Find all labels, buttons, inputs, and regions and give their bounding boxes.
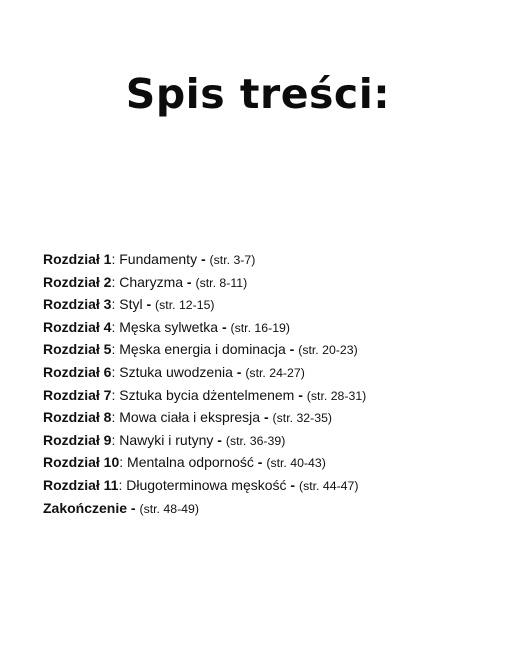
toc-entry-name: : Mentalna odporność xyxy=(119,454,254,471)
toc-entry-separator: - xyxy=(218,318,231,335)
toc-entry-label: Rozdział 5 xyxy=(43,341,112,358)
toc-entry-separator: - xyxy=(232,363,246,380)
toc-entry-label: Rozdział 1 xyxy=(43,251,112,267)
toc-entry-pages: (str. 16-19) xyxy=(230,320,290,335)
toc-entry-name: : Fundamenty xyxy=(111,251,198,267)
toc-entry xyxy=(43,294,503,317)
toc-entry-pages: (str. 36-39) xyxy=(225,433,286,448)
toc-entry-separator: - xyxy=(260,409,273,426)
toc-entry-pages: (str. 24-27) xyxy=(245,365,305,380)
toc-entry xyxy=(43,452,503,475)
toc-entry xyxy=(43,385,503,408)
toc-entry-pages: (str. 48-49) xyxy=(139,501,199,516)
toc-entry-label: Rozdział 9 xyxy=(43,431,112,448)
toc-entry-name: : Męska energia i dominacja xyxy=(111,341,286,358)
toc-entry-name: : Sztuka bycia dżentelmenem xyxy=(111,386,299,403)
toc-entry xyxy=(43,317,503,340)
toc-entry-name: : Długoterminowa męskość xyxy=(118,476,287,493)
toc-entry-separator: - xyxy=(213,431,226,448)
toc-entry-separator: - xyxy=(253,454,267,471)
toc-entry-label: Rozdział 6 xyxy=(43,363,112,380)
toc-entry-separator: - xyxy=(183,273,196,290)
toc-entry-name: : Męska sylwetka xyxy=(111,318,219,335)
toc-entry-name: : Mowa ciała i ekspresja xyxy=(111,409,261,426)
toc-entry-name: : Charyzma xyxy=(111,273,184,290)
toc-entry xyxy=(43,362,503,385)
toc-entry-separator: - xyxy=(146,296,156,313)
toc-entry-label: Rozdział 3 xyxy=(43,296,112,313)
page-title: Spis treści: xyxy=(125,70,391,118)
toc-entry-pages: (str. 12-15) xyxy=(155,298,215,313)
toc-entry-label: Zakończenie xyxy=(43,499,128,516)
toc-entry-label: Rozdział 7 xyxy=(43,386,112,403)
toc-entry-label: Rozdział 8 xyxy=(43,409,112,426)
toc-entry xyxy=(43,249,503,272)
toc-entry xyxy=(43,475,503,498)
toc-entry xyxy=(43,407,503,430)
toc-entry-pages: (str. 3-7) xyxy=(209,253,256,267)
toc-entry-pages: (str. 28-31) xyxy=(306,388,367,403)
toc-entry-label: Rozdział 11 xyxy=(43,476,119,493)
toc-entry-pages: (str. 32-35) xyxy=(272,411,333,426)
toc-entry-pages: (str. 20-23) xyxy=(298,343,358,358)
toc-entry-separator: - xyxy=(286,476,299,493)
toc-entry xyxy=(43,272,503,295)
toc-entry-pages: (str. 44-47) xyxy=(298,478,359,493)
toc-entry-separator: - xyxy=(285,341,299,358)
toc-entry-name: : Sztuka uwodzenia xyxy=(111,363,233,380)
toc-entry-name: : Nawyki i rutyny xyxy=(111,431,214,448)
toc-entry-label: Rozdział 4 xyxy=(43,318,112,335)
toc-entry-pages: (str. 8-11) xyxy=(195,275,248,290)
toc-entry-label: Rozdział 10 xyxy=(43,454,120,471)
toc-entry xyxy=(43,339,503,362)
toc-entry xyxy=(43,430,503,453)
toc-entry xyxy=(43,498,503,521)
toc-entry-pages: (str. 40-43) xyxy=(266,456,326,471)
table-of-contents xyxy=(43,249,503,520)
toc-entry-name: : Styl xyxy=(111,296,147,313)
toc-entry-separator: - xyxy=(298,386,307,403)
toc-entry-separator: - xyxy=(127,499,140,516)
toc-entry-separator: - xyxy=(197,251,210,267)
toc-entry-label: Rozdział 2 xyxy=(43,273,112,290)
